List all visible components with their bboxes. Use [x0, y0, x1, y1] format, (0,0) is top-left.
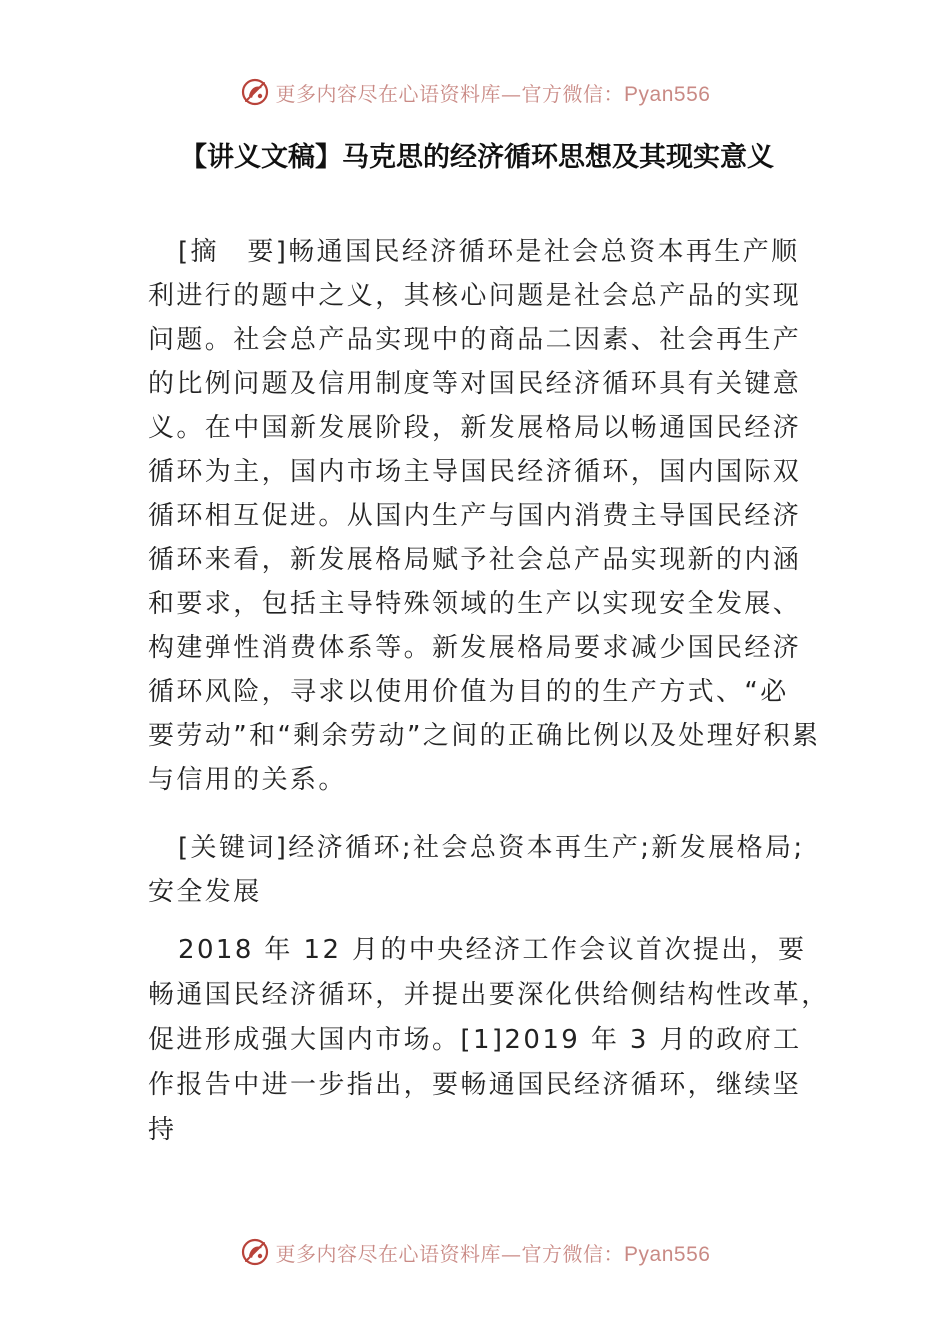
keywords-line: [关键词]经济循环;社会总资本再生产;新发展格局; — [178, 833, 805, 863]
body-line: 2018 年 12 月的中央经济工作会议首次提出，要 — [178, 935, 807, 965]
document-title: 【讲义文稿】马克思的经济循环思想及其现实意义 — [180, 142, 774, 173]
abstract-line: 和要求，包括主导特殊领域的生产以实现安全发展、 — [148, 589, 802, 619]
body-line: 促进形成强大国内市场。[1]2019 年 3 月的政府工 — [148, 1025, 802, 1055]
abstract-line: 循环相互促进。从国内生产与国内消费主导国民经济 — [148, 501, 802, 531]
header-wechat-id: Pyan556 — [624, 82, 711, 106]
brand-logo-icon — [240, 77, 270, 107]
footer-wechat-id: Pyan556 — [624, 1242, 711, 1266]
abstract-line: 义。在中国新发展阶段，新发展格局以畅通国民经济 — [148, 413, 802, 443]
abstract-line: 构建弹性消费体系等。新发展格局要求减少国民经济 — [148, 633, 802, 663]
abstract-line: 利进行的题中之义，其核心问题是社会总产品的实现 — [148, 281, 802, 311]
abstract-line: 问题。社会总产品实现中的商品二因素、社会再生产 — [148, 325, 802, 355]
footer-banner-label: 更多内容尽在心语资料库—官方微信： — [275, 1241, 625, 1266]
abstract-line: 要劳动”和“剩余劳动”之间的正确比例以及处理好积累 — [148, 721, 821, 751]
abstract-line: 循环来看，新发展格局赋予社会总产品实现新的内涵 — [148, 545, 802, 575]
footer-banner — [0, 1232, 950, 1272]
header-banner — [0, 72, 950, 112]
body-line: 作报告中进一步指出，要畅通国民经济循环，继续坚 — [148, 1070, 802, 1100]
abstract-paragraph — [148, 230, 821, 802]
keywords-line: 安全发展 — [148, 877, 262, 907]
body-line: 持 — [148, 1115, 177, 1145]
abstract-line: 与信用的关系。 — [148, 765, 347, 795]
abstract-line: 循环风险，寻求以使用价值为目的的生产方式、“必 — [148, 677, 789, 707]
brand-logo-icon — [240, 1237, 270, 1267]
header-banner-label: 更多内容尽在心语资料库—官方微信： — [275, 81, 625, 106]
header-banner-text — [276, 78, 711, 107]
body-line: 畅通国民经济循环，并提出要深化供给侧结构性改革， — [148, 980, 830, 1010]
keywords-paragraph — [148, 826, 808, 914]
abstract-line: [摘 要]畅通国民经济循环是社会总资本再生产顺 — [178, 237, 800, 267]
body-paragraph — [148, 928, 830, 1153]
abstract-line: 循环为主，国内市场主导国民经济循环，国内国际双 — [148, 457, 802, 487]
footer-banner-text — [276, 1238, 711, 1267]
abstract-line: 的比例问题及信用制度等对国民经济循环具有关键意 — [148, 369, 802, 399]
